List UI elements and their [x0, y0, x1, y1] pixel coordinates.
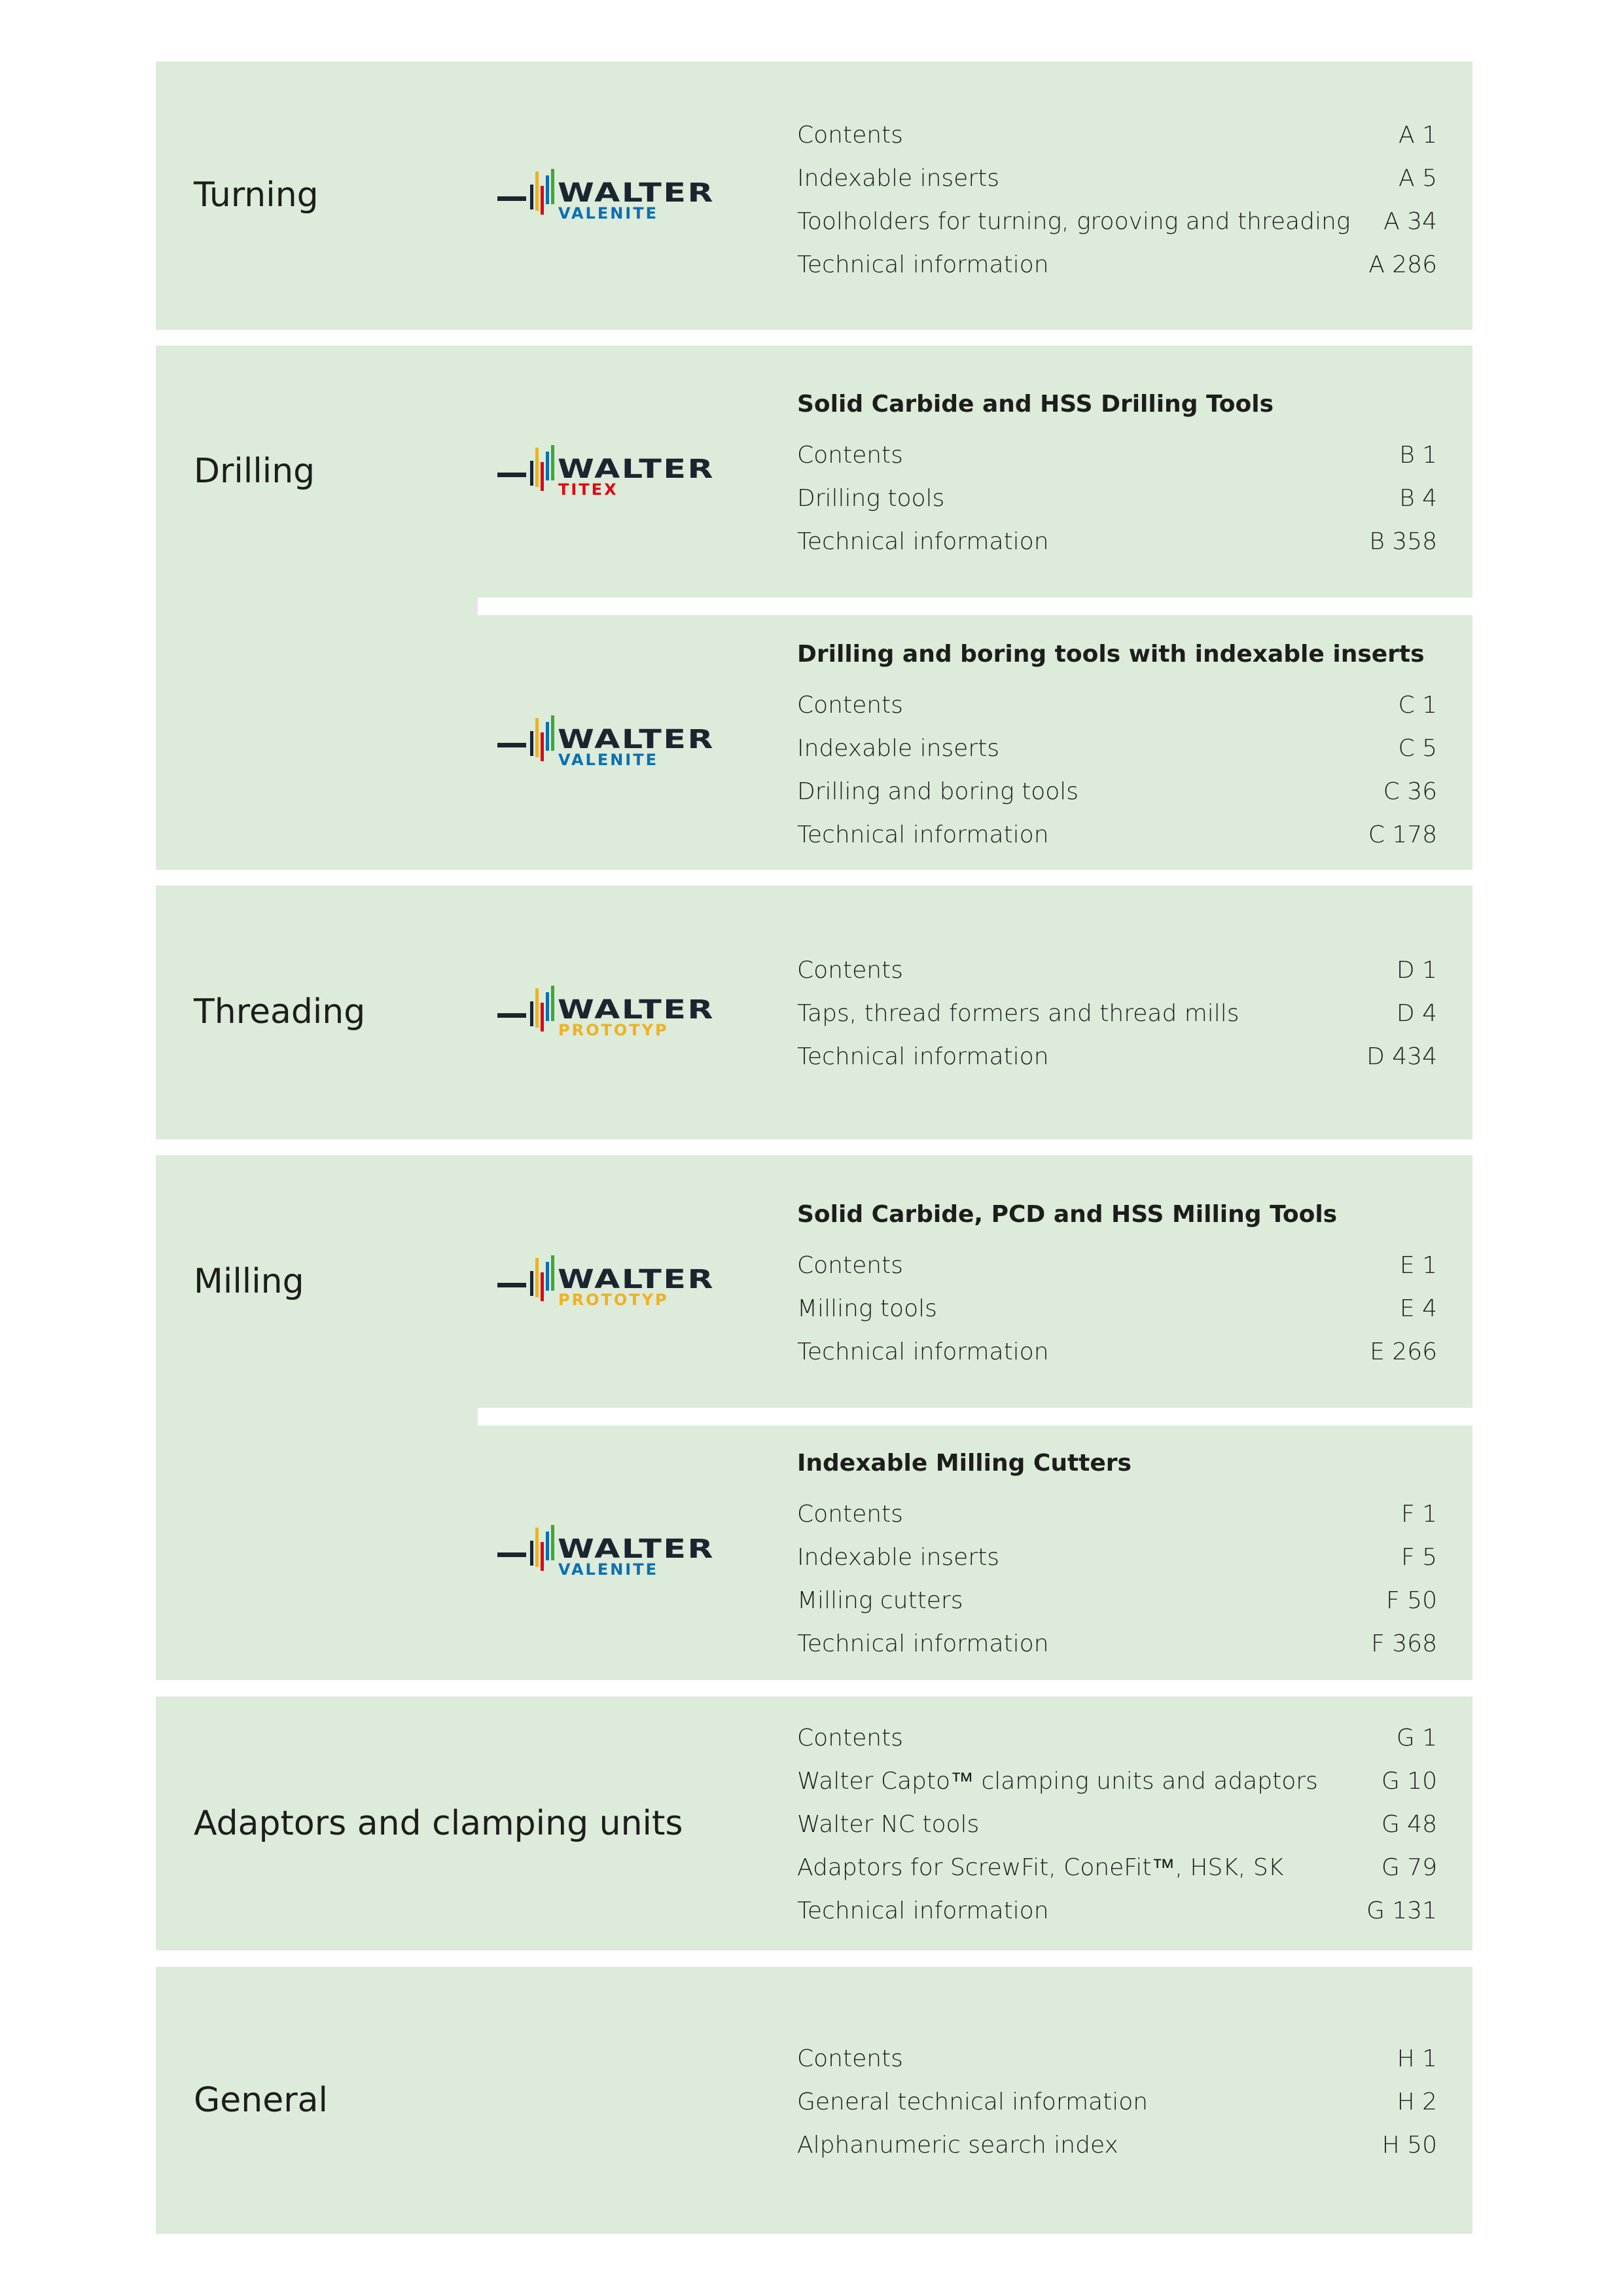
toc-page: C 1 — [1398, 692, 1437, 719]
toc-label: Contents — [797, 692, 903, 719]
toc-page: B 4 — [1399, 485, 1437, 512]
drilling-solid-toc — [797, 391, 1437, 572]
toc-label: Contents — [797, 1725, 903, 1751]
toc-page: F 5 — [1400, 1544, 1437, 1571]
walter-prototyp-logo — [497, 983, 720, 1042]
general-toc — [797, 2046, 1437, 2176]
toc-page: H 2 — [1397, 2089, 1437, 2115]
toc-row — [797, 1253, 1437, 1296]
toc-page: F 50 — [1386, 1587, 1437, 1614]
walter-wordmark: WALTER — [558, 1265, 715, 1295]
toc-label: Drilling and boring tools — [797, 778, 1079, 805]
toc-page: H 50 — [1382, 2132, 1437, 2159]
valenite-wordmark: VALENITE — [558, 1560, 658, 1579]
milling-indexable-toc — [797, 1450, 1437, 1674]
toc-row — [797, 1898, 1437, 1941]
toc-page: H 1 — [1397, 2045, 1437, 2072]
toc-page: F 368 — [1371, 1630, 1437, 1657]
adaptors-toc — [797, 1725, 1437, 1941]
toc-row — [797, 736, 1437, 779]
toc-label: Technical information — [797, 251, 1049, 278]
milling-indexable-panel — [156, 1408, 478, 1680]
toc-page: D 4 — [1396, 1000, 1437, 1027]
toc-label: Alphanumeric search index — [797, 2132, 1118, 2159]
toc-row — [797, 1855, 1437, 1898]
walter-prototyp-logo — [497, 1253, 720, 1312]
toc-row — [797, 122, 1437, 166]
toc-row — [797, 822, 1437, 865]
toc-label: Technical information — [797, 1043, 1049, 1070]
toc-label: General technical information — [797, 2089, 1149, 2115]
toc-label: Technical information — [797, 1897, 1049, 1924]
valenite-wordmark: VALENITE — [558, 751, 658, 769]
toc-page: C 178 — [1368, 821, 1437, 848]
walter-valenite-logo — [497, 166, 720, 225]
walter-valenite-logo — [497, 1522, 720, 1581]
section-title-threading: Threading — [194, 992, 366, 1031]
toc-label: Indexable inserts — [797, 1544, 1000, 1571]
turning-toc — [797, 122, 1437, 295]
toc-page: G 48 — [1381, 1811, 1437, 1838]
toc-label: Milling tools — [797, 1295, 937, 1322]
toc-row — [797, 2089, 1437, 2132]
threading-toc — [797, 958, 1437, 1087]
toc-label: Contents — [797, 957, 903, 984]
toc-row — [797, 209, 1437, 252]
section-title-milling: Milling — [194, 1262, 304, 1301]
toc-heading: Drilling and boring tools with indexable inserts — [797, 641, 1425, 668]
toc-row — [797, 529, 1437, 572]
toc-page: G 131 — [1366, 1897, 1437, 1924]
toc-row — [797, 166, 1437, 209]
toc-row — [797, 1545, 1437, 1588]
toc-row — [797, 2046, 1437, 2089]
toc-label: Technical information — [797, 821, 1049, 848]
toc-heading: Solid Carbide and HSS Drilling Tools — [797, 391, 1274, 418]
toc-row — [797, 1588, 1437, 1631]
toc-heading: Indexable Milling Cutters — [797, 1450, 1132, 1477]
toc-row — [797, 1725, 1437, 1768]
toc-label: Walter NC tools — [797, 1811, 980, 1838]
prototyp-wordmark: PROTOTYP — [558, 1021, 669, 1039]
toc-row — [797, 252, 1437, 295]
milling-solid-toc — [797, 1202, 1437, 1382]
toc-label: Contents — [797, 1252, 903, 1279]
toc-page: A 34 — [1383, 208, 1437, 235]
toc-page: E 4 — [1399, 1295, 1437, 1322]
toc-label: Walter Capto™ clamping units and adaptors — [797, 1768, 1318, 1795]
toc-label: Contents — [797, 442, 903, 469]
toc-row — [797, 2132, 1437, 2176]
toc-page: G 79 — [1381, 1854, 1437, 1881]
toc-label: Adaptors for ScrewFit, ConeFit™, HSK, SK — [797, 1854, 1284, 1881]
toc-label: Drilling tools — [797, 485, 945, 512]
toc-row — [797, 1812, 1437, 1855]
walter-valenite-logo — [497, 713, 720, 772]
toc-page: A 5 — [1399, 165, 1437, 192]
walter-titex-logo — [497, 442, 720, 501]
toc-page: C 36 — [1383, 778, 1437, 805]
walter-wordmark: WALTER — [558, 1534, 715, 1564]
toc-page: C 5 — [1398, 735, 1437, 762]
toc-row — [797, 1339, 1437, 1382]
toc-row — [797, 1296, 1437, 1339]
prototyp-wordmark: PROTOTYP — [558, 1291, 669, 1309]
drilling-indexable-panel — [156, 598, 478, 870]
titex-wordmark: TITEX — [558, 480, 618, 499]
section-title-drilling: Drilling — [194, 452, 315, 491]
toc-heading: Solid Carbide, PCD and HSS Milling Tools — [797, 1201, 1338, 1228]
walter-wordmark: WALTER — [558, 178, 715, 208]
toc-label: Indexable inserts — [797, 735, 1000, 762]
toc-page: B 1 — [1399, 442, 1437, 469]
drilling-indexable-toc — [797, 641, 1437, 865]
toc-page: E 266 — [1370, 1338, 1437, 1365]
toc-label: Technical information — [797, 1338, 1049, 1365]
walter-wordmark: WALTER — [558, 725, 715, 755]
toc-label: Contents — [797, 1501, 903, 1528]
section-title-general: General — [194, 2081, 328, 2120]
toc-row — [797, 779, 1437, 822]
toc-label: Taps, thread formers and thread mills — [797, 1000, 1240, 1027]
toc-row — [797, 486, 1437, 529]
toc-page: A 286 — [1368, 251, 1437, 278]
toc-label: Contents — [797, 122, 903, 149]
toc-page: A 1 — [1399, 122, 1437, 149]
toc-page: D 1 — [1396, 957, 1437, 984]
toc-row — [797, 1501, 1437, 1545]
toc-page: E 1 — [1399, 1252, 1437, 1279]
toc-label: Milling cutters — [797, 1587, 963, 1614]
toc-page: G 1 — [1396, 1725, 1437, 1751]
toc-label: Toolholders for turning, grooving and threading — [797, 208, 1351, 235]
toc-label: Indexable inserts — [797, 165, 1000, 192]
toc-page: B 358 — [1369, 528, 1437, 555]
toc-row — [797, 442, 1437, 486]
toc-label: Technical information — [797, 528, 1049, 555]
toc-row — [797, 1001, 1437, 1044]
valenite-wordmark: VALENITE — [558, 204, 658, 223]
toc-page: G 10 — [1381, 1768, 1437, 1795]
toc-page: D 434 — [1366, 1043, 1437, 1070]
toc-row — [797, 1768, 1437, 1812]
toc-label: Technical information — [797, 1630, 1049, 1657]
toc-page: F 1 — [1400, 1501, 1437, 1528]
toc-row — [797, 692, 1437, 736]
section-title-adaptors: Adaptors and clamping units — [194, 1804, 683, 1843]
toc-row — [797, 1044, 1437, 1087]
toc-row — [797, 958, 1437, 1001]
section-title-turning: Turning — [194, 175, 319, 215]
walter-wordmark: WALTER — [558, 454, 715, 484]
toc-row — [797, 1631, 1437, 1674]
toc-label: Contents — [797, 2045, 903, 2072]
walter-wordmark: WALTER — [558, 995, 715, 1025]
